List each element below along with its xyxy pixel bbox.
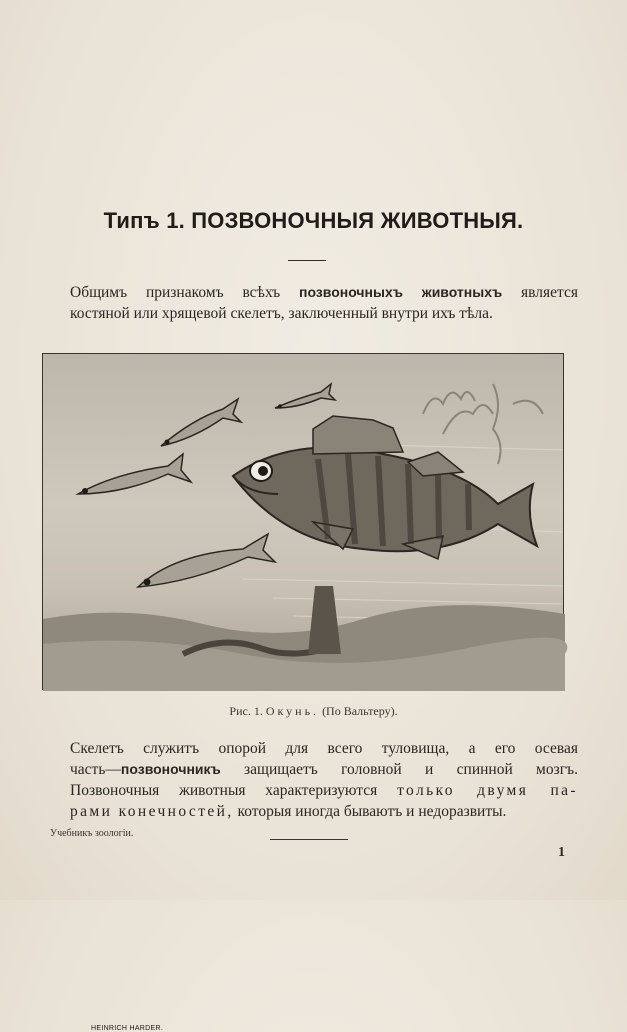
intro-text-b: является [502, 284, 578, 301]
page-number: 1 [558, 845, 565, 860]
body-text-end: которыя иногда бываютъ и недоразвиты. [233, 803, 507, 820]
perch-drawing [43, 354, 565, 691]
body-line-4 [70, 801, 578, 822]
intro-line-2: костяной или хрящевой скелетъ, заключенный внутри ихъ тѣла. [70, 305, 493, 322]
caption-figure-number: Рис. 1. [229, 704, 263, 718]
body-text-rest: защищаетъ головной и спинной мозгъ. [220, 761, 578, 778]
intro-line-1 [70, 282, 578, 303]
title-divider [288, 260, 326, 261]
body-paragraph [70, 738, 578, 822]
artist-signature: HEINRICH HARDER. [91, 1025, 164, 1032]
page-title: Типъ 1. ПОЗВОНОЧНЫЯ ЖИВОТНЫЯ. [103, 208, 524, 233]
body-text-characterize: Позвоночныя животныя характеризуются [70, 782, 398, 799]
figure-caption [0, 704, 627, 719]
body-term-spine: позвоночникъ [120, 761, 221, 777]
footer-divider [270, 839, 348, 840]
intro-term-vertebrates: позвоночныхъ животныхъ [298, 284, 503, 300]
intro-paragraph [70, 282, 578, 324]
book-title: Учебникъ зоологіи. [50, 828, 134, 839]
perch-fish [233, 416, 537, 559]
body-emphasis-1: только двумя па- [397, 782, 578, 799]
body-line-1: Скелетъ служитъ опорой для всего туловища, а его осевая [70, 740, 578, 757]
body-emphasis-2: рами конечностей, [70, 803, 234, 820]
body-line-3 [70, 780, 578, 801]
caption-species: Окунь. [265, 704, 320, 718]
body-text-part: часть— [70, 761, 121, 778]
body-line-2 [70, 759, 578, 780]
intro-text-a: Общимъ признакомъ всѣхъ [70, 284, 299, 301]
caption-source: (По Вальтеру). [322, 704, 398, 718]
